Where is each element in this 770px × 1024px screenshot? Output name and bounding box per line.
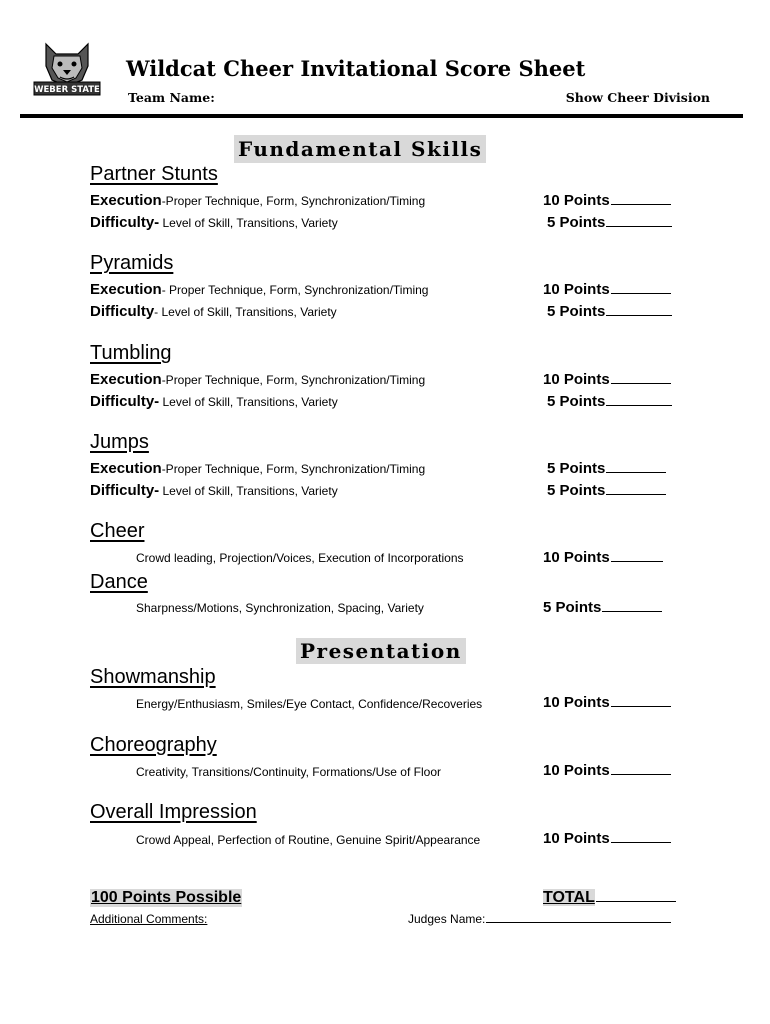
pyramids-difficulty-points: 5 Points	[547, 303, 672, 320]
execution-criteria: -Proper Technique, Form, Synchronization/Timing	[161, 373, 426, 387]
category-showmanship: Showmanship	[90, 666, 216, 688]
category-cheer: Cheer	[90, 520, 145, 542]
partner-stunts-difficulty-points: 5 Points	[547, 214, 672, 231]
total-label: TOTAL	[543, 889, 595, 906]
tumbling-execution-points: 10 Points	[543, 371, 671, 388]
judges-name-blank[interactable]	[486, 921, 671, 923]
partner-stunts-difficulty	[90, 214, 338, 231]
showmanship-points: 10 Points	[543, 694, 671, 711]
pyramids-execution	[90, 281, 428, 298]
difficulty-criteria: Level of Skill, Transitions, Variety	[159, 484, 338, 498]
score-blank[interactable]	[611, 382, 671, 384]
dance-criteria: Sharpness/Motions, Synchronization, Spacing, Variety	[136, 601, 424, 615]
category-overall-impression: Overall Impression	[90, 801, 257, 823]
pyramids-difficulty	[90, 303, 337, 320]
partner-stunts-execution	[90, 192, 425, 209]
difficulty-label: Difficulty-	[90, 214, 160, 231]
category-tumbling: Tumbling	[90, 342, 172, 364]
score-blank[interactable]	[611, 705, 671, 707]
execution-label: Execution	[90, 371, 162, 388]
cheer-criteria: Crowd leading, Projection/Voices, Execution of Incorporations	[136, 551, 464, 565]
page-title: Wildcat Cheer Invitational Score Sheet	[126, 56, 586, 81]
total-points	[543, 889, 676, 907]
execution-criteria: - Proper Technique, Form, Synchronization/Timing	[161, 283, 429, 297]
showmanship-criteria: Energy/Enthusiasm, Smiles/Eye Contact, Confidence/Recoveries	[136, 697, 483, 711]
jumps-execution	[90, 460, 425, 477]
choreography-criteria: Creativity, Transitions/Continuity, Formations/Use of Floor	[136, 765, 441, 779]
team-name-label: Team Name:	[128, 90, 215, 105]
jumps-difficulty	[90, 482, 338, 499]
category-dance: Dance	[90, 571, 148, 593]
execution-criteria: -Proper Technique, Form, Synchronization/Timing	[161, 462, 426, 476]
logo-text: WEBER STATE	[34, 85, 100, 95]
judges-name-label: Judges Name:	[408, 912, 486, 926]
score-blank[interactable]	[611, 203, 671, 205]
division-label: Show Cheer Division	[565, 90, 710, 105]
score-blank[interactable]	[611, 292, 671, 294]
total-blank[interactable]	[596, 900, 676, 902]
tumbling-difficulty-points: 5 Points	[547, 393, 672, 410]
partner-stunts-execution-points: 10 Points	[543, 192, 671, 209]
tumbling-execution	[90, 371, 425, 388]
overall-impression-points: 10 Points	[543, 830, 671, 847]
weber-state-wildcat-logo	[32, 40, 102, 102]
score-blank[interactable]	[606, 314, 672, 316]
header-divider	[20, 114, 743, 118]
judges-name-field	[408, 912, 671, 926]
score-blank[interactable]	[606, 225, 672, 227]
difficulty-label: Difficulty-	[90, 482, 160, 499]
execution-label: Execution	[90, 460, 162, 477]
difficulty-criteria: - Level of Skill, Transitions, Variety	[154, 305, 337, 319]
score-blank[interactable]	[606, 471, 666, 473]
execution-criteria: -Proper Technique, Form, Synchronization/Timing	[161, 194, 426, 208]
pyramids-execution-points: 10 Points	[543, 281, 671, 298]
score-blank[interactable]	[606, 404, 672, 406]
category-choreography: Choreography	[90, 734, 217, 756]
difficulty-label: Difficulty	[90, 303, 155, 320]
score-blank[interactable]	[611, 560, 663, 562]
tumbling-difficulty	[90, 393, 338, 410]
category-pyramids: Pyramids	[90, 252, 174, 274]
overall-impression-criteria: Crowd Appeal, Perfection of Routine, Genuine Spirit/Appearance	[136, 833, 481, 847]
dance-points: 5 Points	[543, 599, 662, 616]
category-partner-stunts: Partner Stunts	[90, 163, 218, 185]
execution-label: Execution	[90, 281, 162, 298]
points-possible-label: 100 Points Possible	[91, 889, 242, 906]
jumps-execution-points: 5 Points	[547, 460, 666, 477]
difficulty-label: Difficulty-	[90, 393, 160, 410]
cheer-points: 10 Points	[543, 549, 663, 566]
category-jumps: Jumps	[90, 431, 149, 453]
difficulty-criteria: Level of Skill, Transitions, Variety	[159, 216, 338, 230]
section-fundamental-skills: Fundamental Skills	[234, 135, 486, 163]
score-blank[interactable]	[611, 773, 671, 775]
execution-label: Execution	[90, 192, 162, 209]
jumps-difficulty-points: 5 Points	[547, 482, 666, 499]
section-presentation: Presentation	[296, 638, 466, 664]
choreography-points: 10 Points	[543, 762, 671, 779]
score-blank[interactable]	[602, 610, 662, 612]
additional-comments-label: Additional Comments:	[90, 912, 208, 926]
score-blank[interactable]	[606, 493, 666, 495]
difficulty-criteria: Level of Skill, Transitions, Variety	[159, 395, 338, 409]
score-blank[interactable]	[611, 841, 671, 843]
